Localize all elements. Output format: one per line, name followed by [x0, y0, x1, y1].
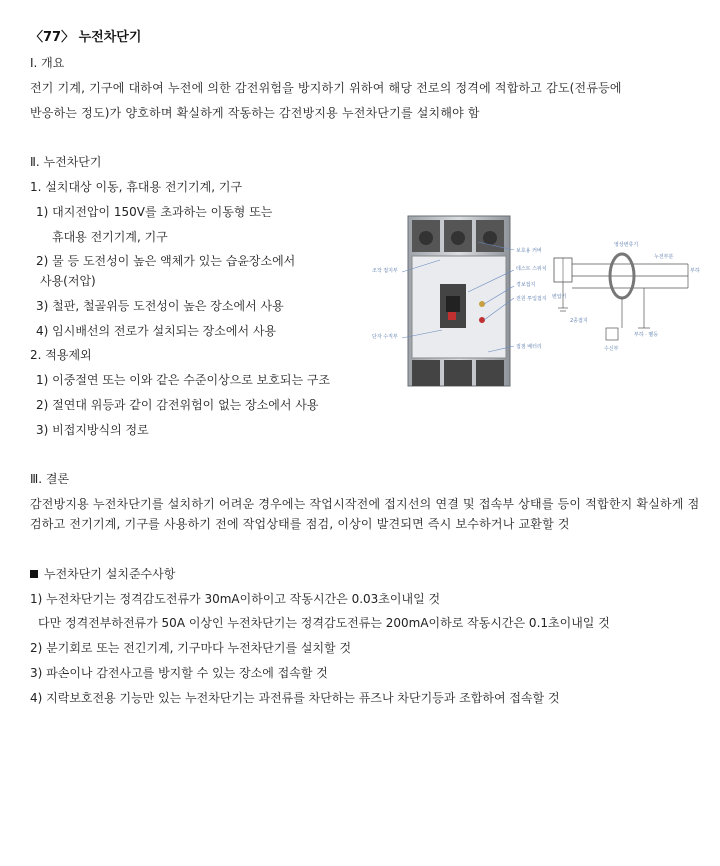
install-target-item-1-cont: 휴대용 전기기계, 기구 — [52, 230, 168, 244]
breaker-label-7: 접점 배터리 — [516, 344, 542, 350]
page-title: 〈77〉 누전차단기 — [30, 30, 142, 45]
install-target-item-4: 4) 임시배선의 전로가 설치되는 장소에서 사용 — [36, 324, 277, 338]
breaker-label-2: 단자 수직부 — [372, 334, 398, 340]
overview-line-2: 반응하는 정도)가 양호하며 확실하게 작동하는 감전방지용 누전차단기를 설치해야 함 — [30, 106, 480, 120]
schem-label-7: 부하 · 벨등 — [634, 332, 659, 338]
schem-label-4: 변압기 — [552, 294, 567, 300]
rule-item-2: 2) 분기회로 또는 전긴기계, 기구마다 누전차단기를 설치할 것 — [30, 641, 352, 655]
section-breaker-heading: Ⅱ. 누전차단기 — [30, 155, 102, 169]
rule-item-3: 3) 파손이나 감전사고를 방지할 수 있는 장소에 접속할 것 — [30, 666, 328, 680]
exclusion-heading: 2. 적용제외 — [30, 348, 92, 362]
rule-item-4: 4) 지락보호전용 기능만 있는 누전차단기는 과전류를 차단하는 퓨즈나 차단기등과 조합하여 접속할 것 — [30, 691, 560, 705]
install-target-item-2-cont: 사용(저압) — [40, 274, 96, 288]
leakage-circuit-diagram — [548, 236, 700, 366]
rules-heading — [30, 566, 175, 582]
section-overview-heading: Ⅰ. 개요 — [30, 56, 65, 70]
schem-label-2: 누전부분 — [654, 254, 674, 260]
schem-label-5: 2종접지 — [570, 318, 588, 324]
schem-label-3: 부하 — [690, 268, 700, 274]
section-conclusion-heading: Ⅲ. 결론 — [30, 472, 70, 486]
exclusion-item-2: 2) 절연대 위등과 같이 감전위험이 없는 장소에서 사용 — [36, 398, 319, 412]
install-target-item-1: 1) 대지전압이 150V를 초과하는 이동형 또는 — [36, 205, 273, 219]
rules-heading-text: 누전차단기 설치준수사항 — [44, 567, 176, 581]
exclusion-item-3: 3) 비접지방식의 정로 — [36, 423, 149, 437]
exclusion-item-1: 1) 이중절연 또는 이와 같은 수준이상으로 보호되는 구조 — [36, 373, 331, 387]
overview-line-1: 전기 기계, 기구에 대하여 누전에 의한 감전위험을 방지하기 위하여 해당 전로의 정격에 적합하고 감도(전류등에 — [30, 81, 622, 95]
breaker-label-5: 경보접지 — [516, 282, 536, 288]
conclusion-line-2: 검하고 전기기계, 기구를 사용하기 전에 작업상태를 점검, 이상이 발견되면 즉시 보수하거나 교환할 것 — [30, 517, 570, 531]
breaker-label-1: 조작 접지부 — [372, 268, 398, 274]
install-target-heading: 1. 설치대상 이동, 휴대용 전기기계, 기구 — [30, 180, 243, 194]
breaker-illustration — [368, 212, 548, 392]
square-bullet-icon — [30, 570, 38, 578]
conclusion-line-1: 감전방지용 누전차단기를 설치하기 어려운 경우에는 작업시작전에 접지선의 연결 및 접속부 상태를 등이 적합한지 확실하게 점 — [30, 497, 700, 511]
install-target-item-2: 2) 물 등 도전성이 높은 액체가 있는 습윤장소에서 — [36, 254, 296, 268]
rule-item-1: 1) 누전차단기는 정격감도전류가 30mA이하이고 작동시간은 0.03초이내일 것 — [30, 592, 441, 606]
install-target-item-3: 3) 철판, 철골위등 도전성이 높은 장소에서 사용 — [36, 299, 284, 313]
schem-label-6: 수신부 — [604, 346, 619, 352]
rule-item-1-note: 다만 정격전부하전류가 50A 이상인 누전차단기는 정격감도전류는 200mA이하로 작동시간은 0.1초이내일 것 — [38, 616, 610, 630]
breaker-label-4: 테스트 스위치 — [516, 266, 547, 272]
breaker-label-6: 전원 투입접지 — [516, 296, 547, 302]
schem-label-1: 영상변류기 — [614, 242, 639, 248]
breaker-label-3: 보호용 커버 — [516, 248, 542, 254]
